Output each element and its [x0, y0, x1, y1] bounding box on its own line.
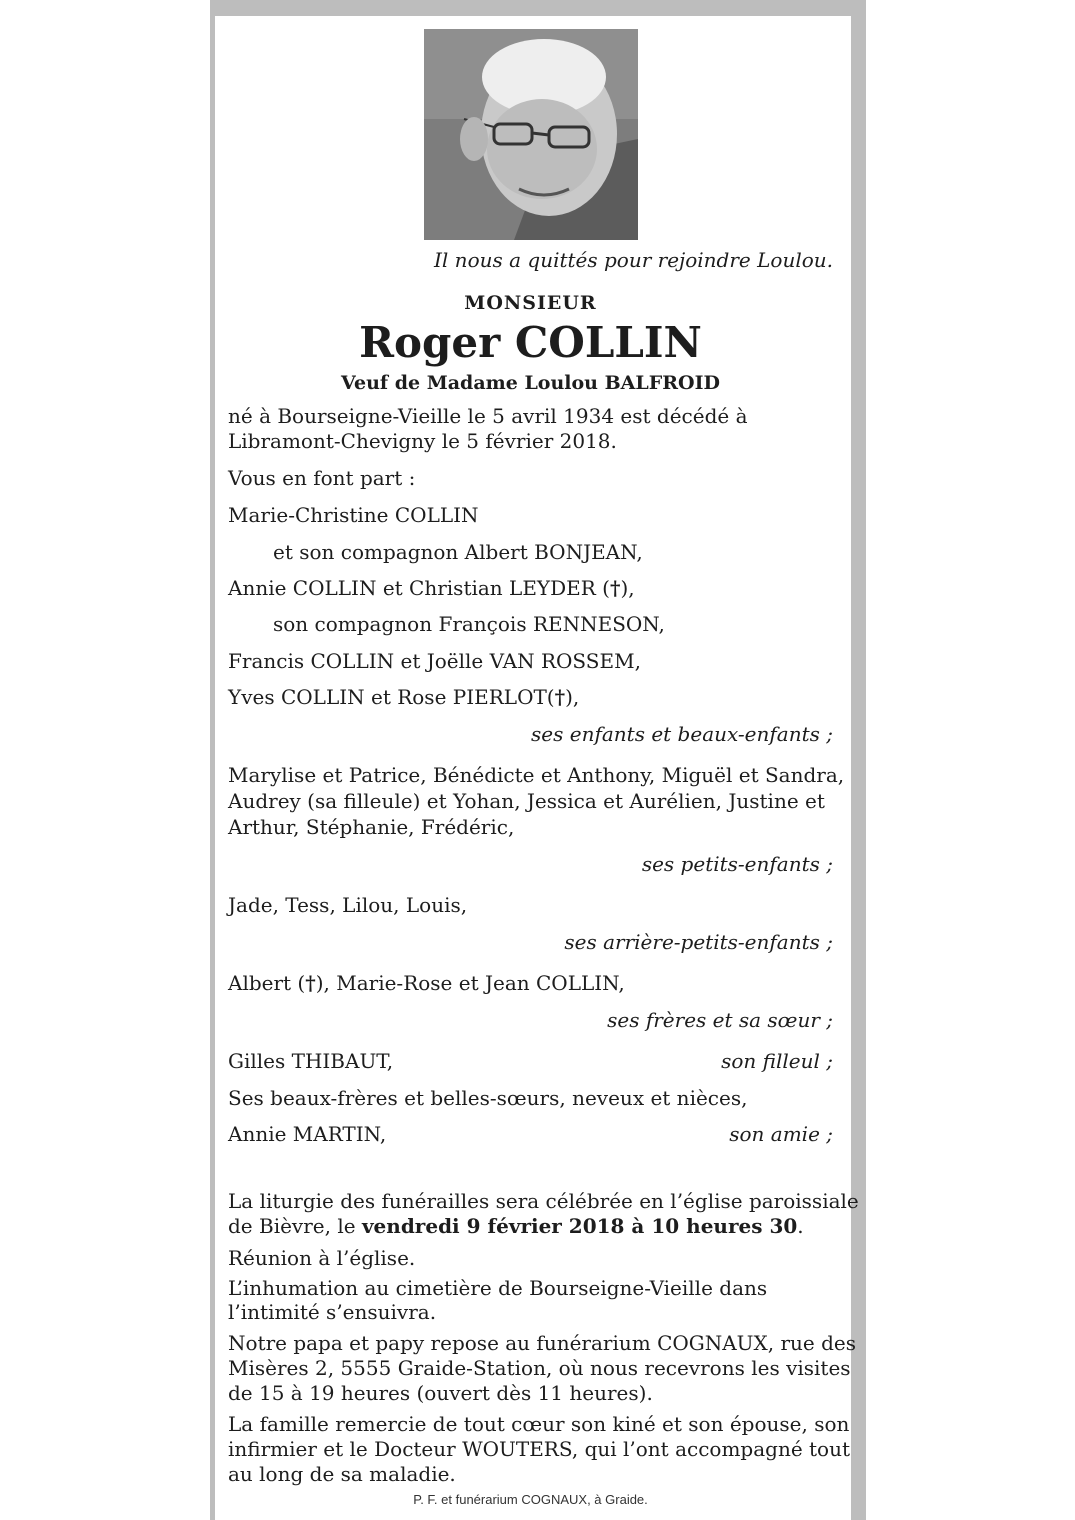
announce-line: Vous en font part : — [228, 466, 416, 490]
rest-line-2: Misères 2, 5555 Graide-Station, où nous recevrons les visites — [228, 1356, 851, 1380]
portrait-photo — [424, 29, 638, 240]
footer-credit: P. F. et funérarium COGNAUX, à Graide. — [413, 1492, 648, 1507]
godson-line: Gilles THIBAUT, — [228, 1049, 394, 1073]
cross-icon: † — [305, 971, 316, 995]
friend-line: Annie MARTIN, — [228, 1122, 387, 1146]
relation-label: ses frères et sa sœur ; — [607, 1008, 833, 1032]
relation-label: ses arrière-petits-enfants ; — [564, 930, 833, 954]
relation-label: ses enfants et beaux-enfants ; — [531, 722, 833, 746]
thanks-line-2: infirmier et le Docteur WOUTERS, qui l’ont accompagné tout — [228, 1437, 851, 1461]
family-member: son compagnon François RENNESON, — [273, 612, 665, 636]
deceased-name: Roger COLLIN — [359, 318, 702, 367]
relation-label: ses petits-enfants ; — [641, 852, 833, 876]
funeral-date: vendredi 9 février 2018 à 10 heures 30 — [361, 1214, 798, 1238]
siblings-line: Albert (†), Marie-Rose et Jean COLLIN, — [228, 971, 625, 995]
liturgy-line-1: La liturgie des funérailles sera célébrée en l’église paroissiale — [228, 1189, 859, 1213]
motto: Il nous a quittés pour rejoindre Loulou. — [434, 248, 833, 272]
thanks-line-1: La famille remercie de tout cœur son kiné et son épouse, son — [228, 1412, 850, 1436]
great-grandchildren-line: Jade, Tess, Lilou, Louis, — [228, 893, 468, 917]
relation-label: son filleul ; — [721, 1049, 833, 1073]
cross-icon: † — [609, 576, 621, 600]
grandchildren-line: Audrey (sa filleule) et Yohan, Jessica et Aurélien, Justine et — [228, 789, 825, 813]
relation-label: son amie ; — [729, 1122, 833, 1146]
birth-death-line-2: Libramont-Chevigny le 5 février 2018. — [228, 429, 617, 453]
family-member: Annie COLLIN et Christian LEYDER (†), — [228, 576, 635, 600]
grandchildren-line: Arthur, Stéphanie, Frédéric, — [228, 815, 515, 839]
family-member: Yves COLLIN et Rose PIERLOT(†), — [228, 685, 580, 709]
family-member: Marie-Christine COLLIN — [228, 503, 479, 527]
rest-line-3: de 15 à 19 heures (ouvert dès 11 heures). — [228, 1381, 653, 1405]
burial-line-1: L’inhumation au cimetière de Bourseigne-Vieille dans — [228, 1276, 768, 1300]
family-member: Francis COLLIN et Joëlle VAN ROSSEM, — [228, 649, 641, 673]
cross-icon: † — [554, 685, 566, 709]
meeting-line: Réunion à l’église. — [228, 1246, 416, 1270]
widow-of: Veuf de Madame Loulou BALFROID — [341, 372, 720, 394]
grandchildren-line: Marylise et Patrice, Bénédicte et Anthony, Miguël et Sandra, — [228, 763, 845, 787]
rest-line-1: Notre papa et papy repose au funérarium COGNAUX, rue des — [228, 1331, 857, 1355]
burial-line-2: l’intimité s’ensuivra. — [228, 1300, 437, 1324]
family-member: et son compagnon Albert BONJEAN, — [273, 540, 643, 564]
birth-death-line-1: né à Bourseigne-Vieille le 5 avril 1934 est décédé à — [228, 404, 748, 428]
in-laws-line: Ses beaux-frères et belles-sœurs, neveux et nièces, — [228, 1086, 748, 1110]
liturgy-line-2: de Bièvre, le vendredi 9 février 2018 à 10 heures 30. — [228, 1214, 804, 1238]
thanks-line-3: au long de sa maladie. — [228, 1462, 456, 1486]
salutation: MONSIEUR — [464, 292, 597, 314]
